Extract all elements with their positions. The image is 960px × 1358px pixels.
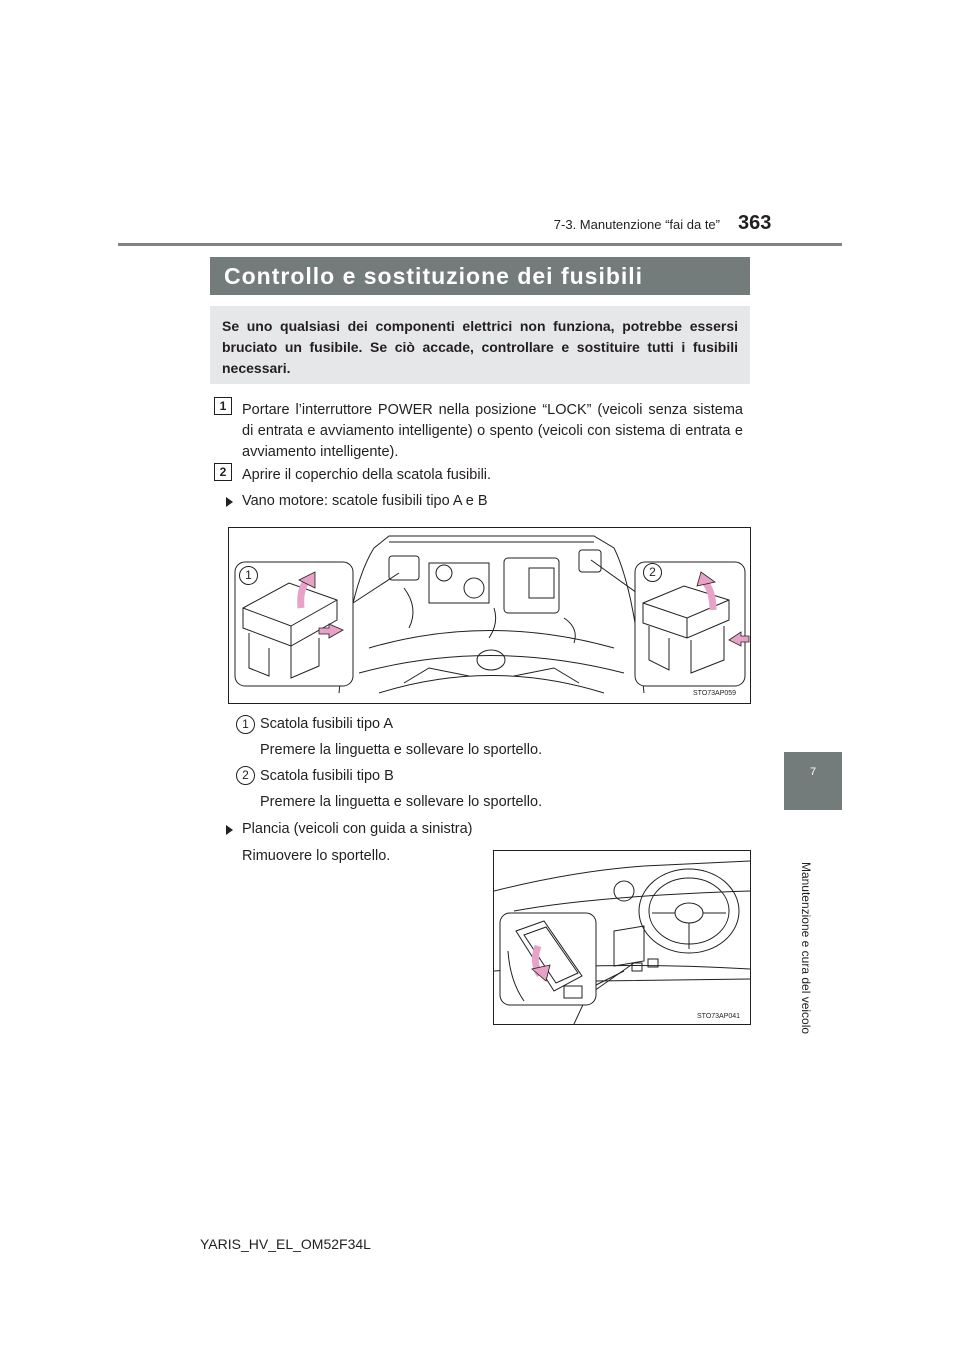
header-rule [118,243,842,246]
page-title: Controllo e sostituzione dei fusibili [224,263,644,289]
figure-callout-1: 1 [239,566,258,585]
figure-code-dashboard: STO73AP041 [697,1013,741,1020]
legend-number-2: 2 [236,766,255,785]
chapter-label: Manutenzione e cura del veicolo [799,861,813,1035]
bullet-arrow-icon [226,825,233,835]
intro-box [210,306,750,384]
bullet-arrow-icon [226,497,233,507]
legend-number-1: 1 [236,715,255,734]
title-bar [210,257,750,295]
figure-callout-2: 2 [643,563,662,582]
document-code: YARIS_HV_EL_OM52F34L [200,1236,371,1252]
legend-2-desc: Premere la linguetta e sollevare lo sportello. [260,794,543,810]
bullet-dashboard-text: Plancia (veicoli con guida a sinistra) [242,821,473,837]
step-number-1: 1 [214,397,232,415]
step-number-2: 2 [214,463,232,481]
chapter-tab [784,752,842,810]
step-1-text: Portare l’interruttore POWER nella posizione “LOCK” (veicoli senza sistema di entrata e avviamento intelligente) o spento (veicoli con sistema di entrata e avviamento intelligente). [242,402,743,460]
chapter-number: 7 [809,766,817,778]
bullet-engine-text: Vano motore: scatole fusibili tipo A e B [242,493,488,509]
dashboard-fuse-figure [493,850,751,1025]
legend-1-title: Scatola fusibili tipo A [260,716,393,732]
section-header: 7-3. Manutenzione “fai da te” [553,217,720,232]
legend-1-desc: Premere la linguetta e sollevare lo sportello. [260,742,543,758]
dashboard-illustration [494,851,750,1024]
step-2-text: Aprire il coperchio della scatola fusibili. [242,467,492,483]
page-number: 363 [738,212,772,234]
engine-illustration [229,528,750,703]
engine-fuse-figure [228,527,751,704]
dashboard-desc: Rimuovere lo sportello. [242,848,391,864]
figure-code-engine: STO73AP059 [693,690,737,697]
intro-text: Se uno qualsiasi dei componenti elettrici non funziona, potrebbe essersi bruciato un fusibile. Se ciò accade, controllare e sostituire tutti i fusibili necessari. [222,318,738,376]
legend-2-title: Scatola fusibili tipo B [260,768,394,784]
